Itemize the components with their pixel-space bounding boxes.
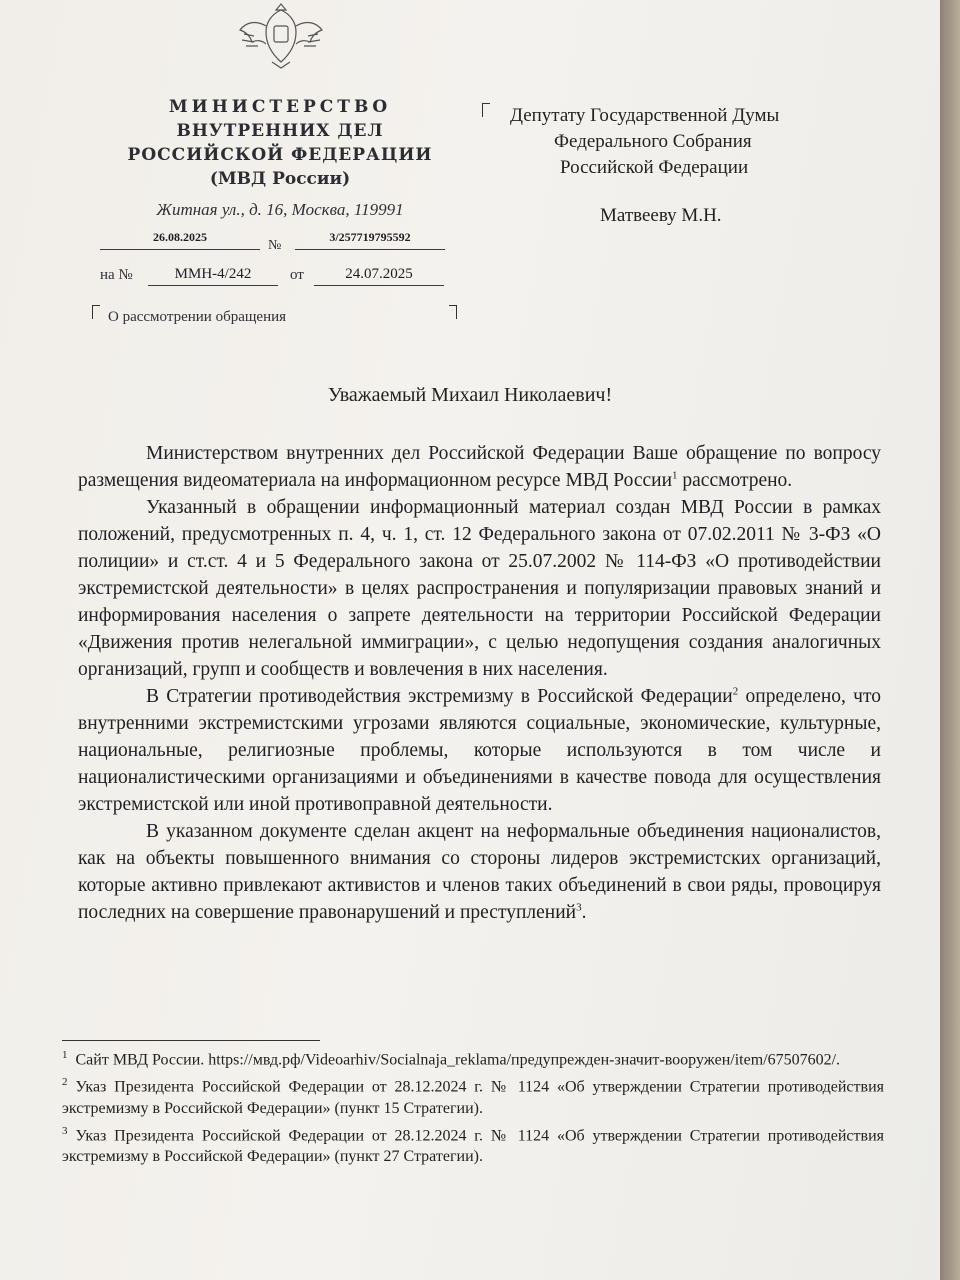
ministry-name-block <box>120 95 440 191</box>
footnote-ref: 1 <box>672 469 678 482</box>
coat-of-arms-emblem <box>232 0 330 70</box>
subject-line <box>92 305 457 331</box>
subject-bracket-left <box>92 305 100 319</box>
footnote <box>62 1121 884 1167</box>
paragraph-text-end: . <box>581 902 587 923</box>
paragraph-text: Указанный в обращении информационный материал создан МВД России в рамках положений, предусмотренных п. 4, ч. 1, ст. 12 Федерального закона от 07.02.2011 № 3-ФЗ «О полиции» и ст.ст. 4 и 5 Федерального закона от 25.07.2002 № 114-ФЗ «О противодействии экстремистской деятельности» в целях распространения и популяризации правовых знаний и информирования населения о запрете деятельности на территории Российской Федерации «Движения против нелегальной иммиграции», с целью недопущения создания аналогичных организаций, групп и сообществ и вовлечения в них населения. <box>78 497 881 680</box>
body-paragraph <box>78 818 881 926</box>
paragraph-text: В Стратегии противодействия экстремизму в Российской Федерации <box>146 686 733 707</box>
registration-number-label: № <box>268 238 282 253</box>
paragraph-text: Министерством внутренних дел Российской Федерации Ваше обращение по вопросу размещения видеоматериала на информационном ресурсе МВД России <box>78 443 881 491</box>
footnote <box>62 1045 884 1070</box>
footnote-ref: 3 <box>576 901 582 914</box>
subject-bracket-right <box>449 305 457 319</box>
ministry-address: Житная ул., д. 16, Москва, 119991 <box>156 200 404 219</box>
letter-body <box>78 440 881 926</box>
ministry-line-1: МИНИСТЕРСТВО <box>168 97 392 117</box>
ministry-line-3: РОССИЙСКОЙ ФЕДЕРАЦИИ <box>127 145 433 165</box>
footnote-text: Указ Президента Российской Федерации от 28.12.2024 г. № 1124 «Об утверждении Стратегии противодействия экстремизму в Российской Федерации» (пункт 15 Стратегии). <box>62 1078 884 1117</box>
addressee-line-1: Депутату Государственной Думы <box>510 105 780 126</box>
footnote-ref: 2 <box>732 685 739 698</box>
body-paragraph <box>78 440 881 494</box>
paragraph-text-end: рассмотрено. <box>677 470 793 491</box>
addressee-line-3: Российской Федерации <box>560 157 749 178</box>
registration-number: 3/257719795592 <box>295 230 445 250</box>
reference-date-label: от <box>290 267 304 283</box>
paragraph-text-end: определено, что внутренними экстремистскими угрозами являются социальные, экономические, культурные, национальные, религиозные проблемы, которые используются в том числе и националистическими организациями и объединениями в качестве повода для осуществления экстремистской или иной противоправной деятельности. <box>78 686 881 815</box>
greeting: Уважаемый Михаил Николаевич! <box>327 384 613 406</box>
addressee-bracket <box>482 103 490 117</box>
body-paragraph <box>78 494 881 683</box>
reference-number: ММН-4/242 <box>148 266 278 286</box>
footnote-text: Сайт МВД России. https://мвд.рф/Videoarhiv/Socialnaja_reklama/предупрежден-значит-вооружен/item/67507602/. <box>75 1051 841 1069</box>
footnote-text: Указ Президента Российской Федерации от 28.12.2024 г. № 1124 «Об утверждении Стратегии противодействия экстремизму в Российской Федерации» (пункт 27 Стратегии). <box>62 1126 884 1165</box>
body-paragraph <box>78 683 881 818</box>
desk-background-edge <box>940 0 960 1280</box>
addressee-name: Матвееву М.Н. <box>600 205 722 226</box>
footnote-separator <box>62 1040 320 1041</box>
footnote-number: 1 <box>62 1049 68 1061</box>
addressee-line-2: Федерального Собрания <box>554 131 752 152</box>
subject-text: О рассмотрении обращения <box>108 309 287 325</box>
reference-date: 24.07.2025 <box>314 266 444 286</box>
ministry-line-2: ВНУТРЕННИХ ДЕЛ <box>176 121 384 141</box>
ministry-abbreviation: (МВД России) <box>209 169 351 189</box>
reference-number-label: на № <box>100 267 133 283</box>
footnote <box>62 1072 884 1118</box>
footnotes <box>62 1045 884 1169</box>
footnote-number: 3 <box>62 1124 68 1137</box>
footnote-number: 2 <box>62 1076 68 1089</box>
paragraph-text: В указанном документе сделан акцент на неформальные объединения националистов, как на объекты повышенного внимания со стороны лидеров экстремистских организаций, которые активно привлекают активистов и членов таких объединений в свои ряды, провоцируя последних на совершение правонарушений и преступлений <box>78 821 881 923</box>
registration-date: 26.08.2025 <box>100 230 260 250</box>
